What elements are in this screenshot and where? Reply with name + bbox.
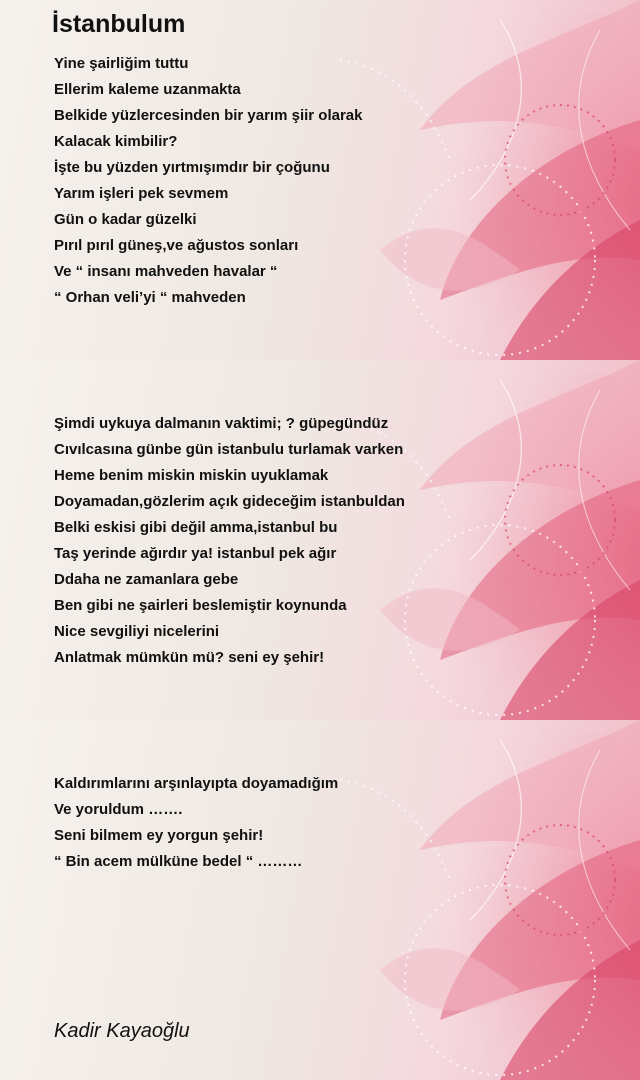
poem-line: Heme benim miskin miskin uyuklamak <box>54 467 329 484</box>
poem-line: Kaldırımlarını arşınlayıpta doyamadığım <box>54 775 339 792</box>
poem-line: Seni bilmem ey yorgun şehir! <box>54 827 264 844</box>
poem-line: Ve “ insanı mahveden havalar “ <box>54 263 278 280</box>
poem-title: İstanbulum <box>52 10 186 38</box>
poem-line: Yine şairliğim tuttu <box>54 55 189 72</box>
poem-line: Belkide yüzlercesinden bir yarım şiir olarak <box>54 107 363 124</box>
poem-line: Ve yoruldum ……. <box>54 801 183 818</box>
stanza-1 <box>54 54 362 314</box>
poem-line: Gün o kadar güzelki <box>54 211 197 228</box>
stanza-2 <box>54 414 405 674</box>
poem-line: Belki eskisi gibi değil amma,istanbul bu <box>54 519 338 536</box>
poem-line: Cıvılcasına günbe gün istanbulu turlamak varken <box>54 441 404 458</box>
poem-author: Kadir Kayaoğlu <box>54 1020 190 1042</box>
poem-line: Doyamadan,gözlerim açık gideceğim istanbuldan <box>54 493 405 510</box>
poem-line: “ Bin acem mülküne bedel “ ……… <box>54 853 303 870</box>
poem-line: Ddaha ne zamanlara gebe <box>54 571 239 588</box>
poem-line: Pırıl pırıl güneş,ve ağustos sonları <box>54 237 299 254</box>
poem-line: Şimdi uykuya dalmanın vaktimi; ? güpegündüz <box>54 415 389 432</box>
poem-line: Ellerim kaleme uzanmakta <box>54 81 241 98</box>
poem-line: “ Orhan veli’yi “ mahveden <box>54 289 246 306</box>
poem-line: Nice sevgiliyi nicelerini <box>54 623 220 640</box>
poem-line: Kalacak kimbilir? <box>54 133 178 150</box>
poem-line: Taş yerinde ağırdır ya! istanbul pek ağır <box>54 545 337 562</box>
poem-line: Anlatmak mümkün mü? seni ey şehir! <box>54 649 325 666</box>
poem-line: Yarım işleri pek sevmem <box>54 185 229 202</box>
poem-line: Ben gibi ne şairleri beslemiştir koynunda <box>54 597 347 614</box>
poem-line: İşte bu yüzden yırtmışımdır bir çoğunu <box>54 159 330 176</box>
stanza-3 <box>54 774 338 878</box>
